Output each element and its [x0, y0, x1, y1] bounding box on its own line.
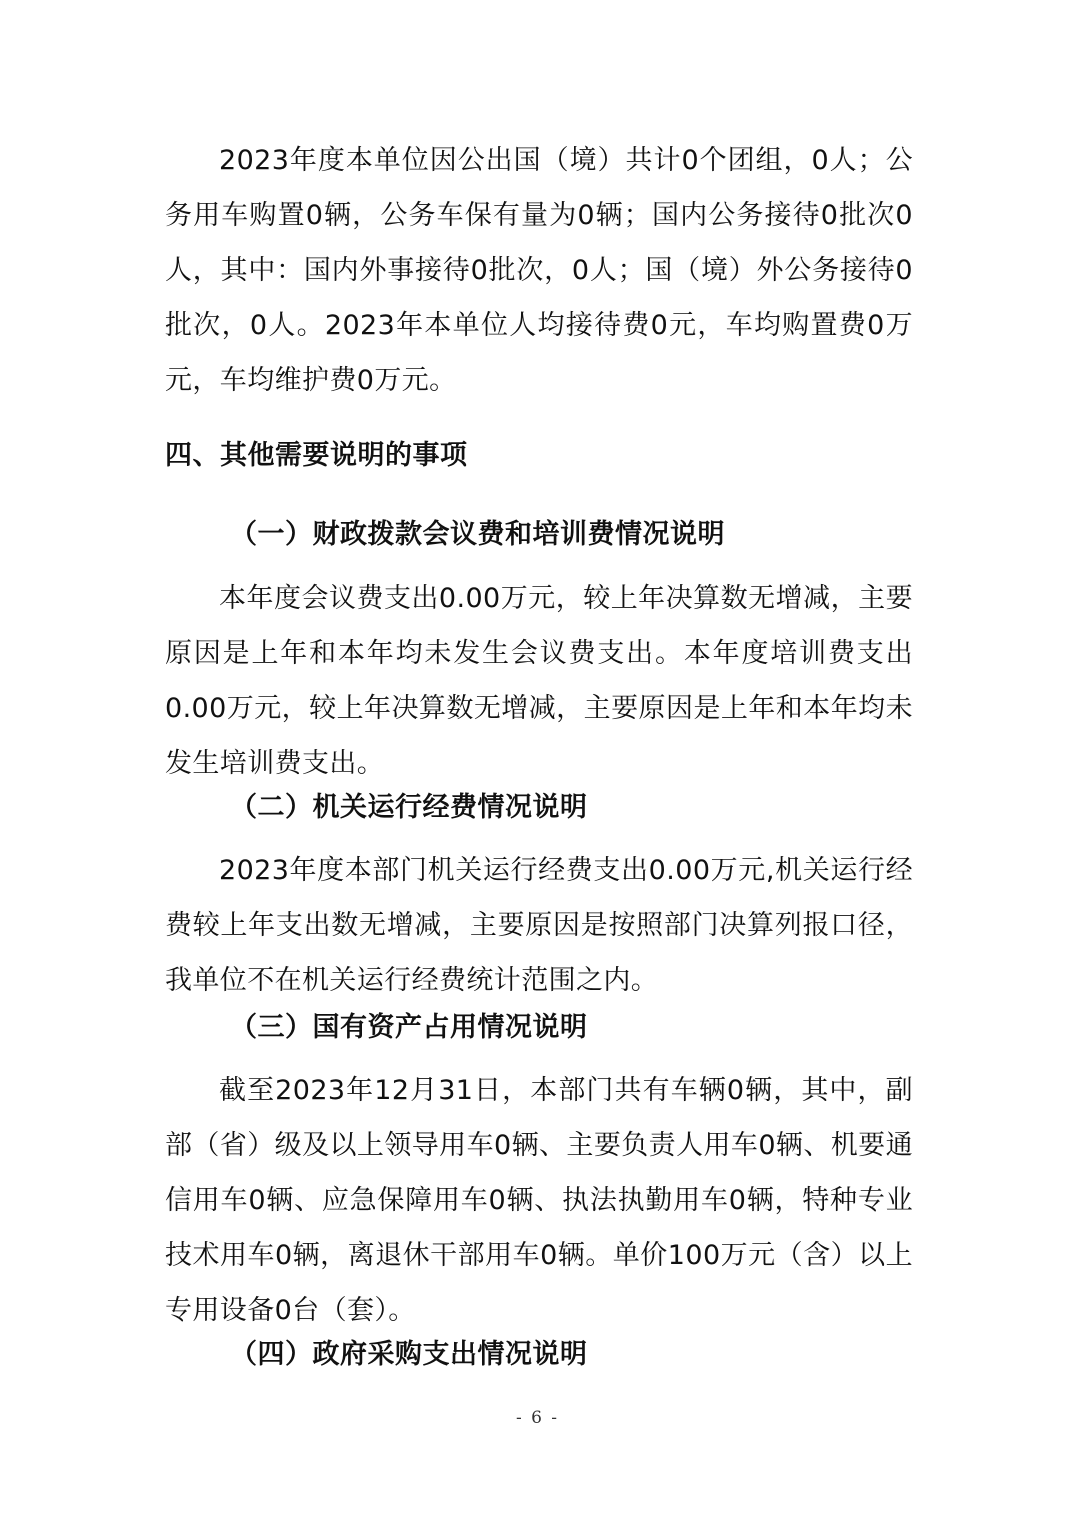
subheading-meeting-training-fees: （一）财政拨款会议费和培训费情况说明 [230, 519, 725, 550]
paragraph-foreign-travel-and-vehicles: 2023年度本单位因公出国（境）共计0个团组，0人；公务用车购置0辆，公务车保有量为0辆；国内公务接待0批次0人，其中：国内外事接待0批次，0人；国（境）外公务接待0批次，0人。2023年本单位人均接待费0元，车均购置费0万元，车均维护费0万元。 [165, 145, 913, 396]
subheading-government-procurement: （四）政府采购支出情况说明 [230, 1339, 588, 1370]
section-heading-other-matters: 四、其他需要说明的事项 [165, 440, 468, 471]
paragraph-state-assets: 截至2023年12月31日，本部门共有车辆0辆，其中，副部（省）级及以上领导用车0辆、主要负责人用车0辆、机要通信用车0辆、应急保障用车0辆、执法执勤用车0辆，特种专业技术用车0辆，离退休干部用车0辆。单价100万元（含）以上专用设备0台（套）。 [165, 1075, 913, 1326]
paragraph-meeting-training-fees: 本年度会议费支出0.00万元，较上年决算数无增减，主要原因是上年和本年均未发生会议费支出。本年度培训费支出0.00万元，较上年决算数无增减，主要原因是上年和本年均未发生培训费支出。 [165, 583, 913, 779]
page-number: - 6 - [515, 1408, 560, 1428]
paragraph-operating-expenses: 2023年度本部门机关运行经费支出0.00万元,机关运行经费较上年支出数无增减，主要原因是按照部门决算列报口径，我单位不在机关运行经费统计范围之内。 [165, 855, 913, 996]
subheading-state-assets: （三）国有资产占用情况说明 [230, 1012, 588, 1043]
subheading-operating-expenses: （二）机关运行经费情况说明 [230, 792, 588, 823]
